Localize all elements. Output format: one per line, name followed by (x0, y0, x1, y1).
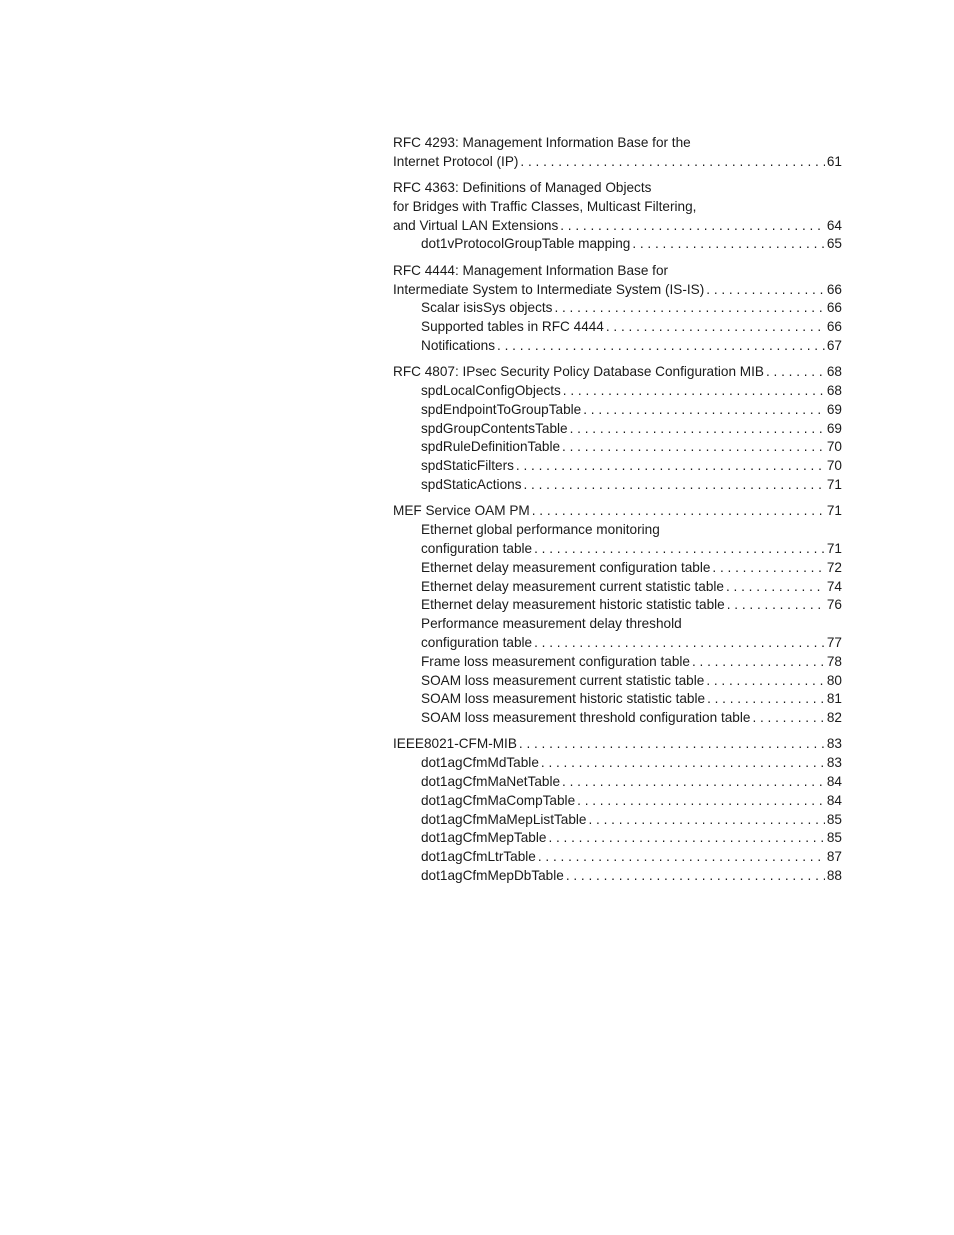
dot-leader (707, 690, 825, 709)
dot-leader (752, 709, 824, 728)
dot-leader (534, 634, 825, 653)
toc-subitem[interactable] (393, 690, 842, 709)
dot-leader (706, 281, 825, 300)
toc-subitem[interactable] (393, 653, 842, 672)
dot-leader (563, 382, 825, 401)
toc-subitem-title: dot1vProtocolGroupTable mapping (421, 236, 631, 252)
dot-leader (562, 773, 825, 792)
toc-subitem[interactable] (393, 709, 842, 728)
dot-leader (520, 153, 824, 172)
toc-subitem-title: spdRuleDefinitionTable (421, 439, 561, 455)
toc-heading-line: RFC 4293: Management Information Base for the (393, 135, 691, 150)
toc-entry-page-number: 71 (826, 503, 842, 519)
toc-subitem[interactable] (393, 299, 842, 318)
dot-leader (712, 559, 824, 578)
toc-subitem-page-number: 87 (826, 849, 842, 865)
toc-subitem-page-number: 69 (826, 420, 842, 436)
toc-heading-line: RFC 4444: Management Information Base for (393, 262, 669, 278)
toc-subitem[interactable] (393, 848, 842, 867)
dot-leader (583, 401, 825, 420)
dot-leader (606, 318, 825, 337)
dot-leader (562, 438, 825, 457)
toc-entry-title: and Virtual LAN Extensions (393, 217, 559, 233)
toc-subitem-line: Ethernet global performance monitoring (421, 522, 660, 538)
toc-entry-page-number: 64 (826, 217, 842, 233)
toc-subitem[interactable] (393, 401, 842, 420)
toc-subitem[interactable] (393, 578, 842, 597)
toc-subitem[interactable] (393, 337, 842, 356)
toc-subitem-title: Ethernet delay measurement configuration table (421, 559, 711, 575)
dot-leader (570, 420, 825, 439)
toc-subitem[interactable] (393, 438, 842, 457)
dot-leader (706, 672, 825, 691)
toc-section (393, 179, 842, 254)
toc-subitem-page-number: 82 (826, 710, 842, 726)
toc-entry-page-number: 61 (826, 153, 842, 169)
toc-subitem[interactable] (393, 318, 842, 337)
toc-subitem-title: spdEndpointToGroupTable (421, 401, 582, 417)
dot-leader (541, 754, 825, 773)
toc-subitem-title: dot1agCfmLtrTable (421, 849, 536, 865)
toc-subitem-title: spdStaticActions (421, 477, 522, 493)
toc-entry-title: Intermediate System to Intermediate System (IS-IS) (393, 281, 705, 297)
toc-subitem-title: dot1agCfmMaCompTable (421, 792, 576, 808)
toc-subitem[interactable] (393, 235, 842, 254)
toc-subitem[interactable] (393, 754, 842, 773)
toc-subitem[interactable] (393, 672, 842, 691)
toc-section (393, 134, 842, 172)
toc-subitem-page-number: 68 (826, 383, 842, 399)
toc-subitem-page-number: 66 (826, 300, 842, 316)
toc-entry-page-number: 83 (826, 736, 842, 752)
toc-subitem[interactable] (393, 476, 842, 495)
toc-subitem-title: dot1agCfmMepTable (421, 830, 547, 846)
toc-subitem-page-number: 80 (826, 672, 842, 688)
dot-leader (727, 596, 825, 615)
toc-subitem-page-number: 70 (826, 439, 842, 455)
toc-subitem[interactable] (393, 420, 842, 439)
toc-subitem-title: dot1agCfmMaMepListTable (421, 811, 587, 827)
toc-heading-line: RFC 4363: Definitions of Managed Objects (393, 180, 652, 196)
dot-leader (632, 235, 825, 254)
toc-subitem[interactable] (393, 773, 842, 792)
dot-leader (588, 811, 824, 830)
toc-subitem-page-number: 72 (826, 559, 842, 575)
toc-subitem-title: dot1agCfmMdTable (421, 755, 539, 771)
dot-leader (577, 792, 825, 811)
toc-subitem-title: Notifications (421, 337, 496, 353)
toc-subitem-page-number: 71 (826, 540, 842, 556)
dot-leader (548, 829, 824, 848)
toc-entry-page-number: 68 (826, 364, 842, 380)
toc-entry[interactable] (393, 153, 842, 172)
toc-subitem-title: configuration table (421, 634, 533, 650)
toc-subitem[interactable] (393, 867, 842, 886)
toc-subitem-title: SOAM loss measurement threshold configuration table (421, 710, 751, 726)
toc-entry[interactable] (393, 502, 842, 521)
toc-subitem-title: spdGroupContentsTable (421, 420, 568, 436)
toc-subitem-page-number: 84 (826, 774, 842, 789)
toc-subitem-page-number: 74 (826, 578, 842, 594)
toc-subitem-page-number: 67 (826, 337, 842, 353)
toc-subitem[interactable] (393, 829, 842, 848)
toc-subitem-page-number: 84 (826, 792, 842, 808)
toc-subitem-page-number: 71 (826, 477, 842, 493)
toc-subitem-title: spdLocalConfigObjects (421, 383, 561, 399)
toc-entry[interactable] (393, 363, 842, 382)
toc-subitem-title: dot1agCfmMepDbTable (421, 867, 564, 883)
toc-subitem-page-number: 76 (826, 597, 842, 613)
toc-heading-line: for Bridges with Traffic Classes, Multicast Filtering, (393, 198, 697, 214)
toc-subitem-title: SOAM loss measurement current statistic table (421, 672, 705, 688)
toc-subitem-page-number: 81 (826, 691, 842, 707)
toc-section (393, 502, 842, 728)
toc-subitem[interactable] (393, 792, 842, 811)
toc-subitem-page-number: 77 (826, 634, 842, 650)
toc-subitem[interactable] (393, 811, 842, 830)
dot-leader (532, 502, 825, 521)
toc-subitem[interactable] (393, 634, 842, 653)
toc-subitem-page-number: 88 (826, 867, 842, 883)
toc-section (393, 363, 842, 495)
toc-subitem-title: Ethernet delay measurement current statistic table (421, 578, 724, 594)
toc-subitem-title: SOAM loss measurement historic statistic table (421, 691, 706, 707)
toc-subitem-page-number: 85 (826, 830, 842, 846)
toc-entry-title: Internet Protocol (IP) (393, 153, 519, 169)
dot-leader (516, 457, 825, 476)
toc-subitem-title: Supported tables in RFC 4444 (421, 319, 604, 335)
toc-subitem[interactable] (393, 559, 842, 578)
toc-subitem-page-number: 83 (826, 755, 842, 771)
dot-leader (519, 735, 825, 754)
toc-subitem-page-number: 65 (826, 236, 842, 252)
toc-subitem[interactable] (393, 457, 842, 476)
toc-subitem-page-number: 66 (826, 319, 842, 335)
toc-subitem[interactable] (393, 382, 842, 401)
toc-section (393, 262, 842, 356)
toc-subitem-title: dot1agCfmMaNetTable (421, 774, 561, 789)
dot-leader (497, 337, 825, 356)
toc-entry-page-number: 66 (826, 281, 842, 297)
toc-section (393, 735, 842, 885)
dot-leader (726, 578, 825, 597)
dot-leader (692, 653, 825, 672)
dot-leader (766, 363, 825, 382)
toc-subitem-title: Frame loss measurement configuration table (421, 653, 690, 669)
toc-subitem-page-number: 78 (826, 653, 842, 669)
dot-leader (538, 848, 825, 867)
toc-entry[interactable] (393, 281, 842, 300)
toc-entry-title: IEEE8021-CFM-MIB (393, 736, 517, 752)
toc-subitem-line: Performance measurement delay threshold (421, 616, 682, 632)
dot-leader (524, 476, 825, 495)
dot-leader (534, 540, 825, 559)
dot-leader (554, 299, 824, 318)
toc-subitem-title: Scalar isisSys objects (421, 300, 553, 316)
dot-leader (560, 217, 825, 236)
toc-entry[interactable] (393, 735, 842, 754)
toc-subitem[interactable] (393, 596, 842, 615)
toc-subitem-title: Ethernet delay measurement historic statistic table (421, 597, 725, 613)
toc-subitem-page-number: 70 (826, 458, 842, 474)
toc-subitem-title: configuration table (421, 540, 533, 556)
toc-subitem[interactable] (393, 540, 842, 559)
toc-subitem-page-number: 85 (826, 811, 842, 827)
toc-subitem-title: spdStaticFilters (421, 458, 514, 474)
table-of-contents (393, 134, 842, 893)
toc-entry-title: MEF Service OAM PM (393, 503, 530, 519)
toc-entry[interactable] (393, 217, 842, 236)
dot-leader (566, 867, 825, 886)
toc-subitem-page-number: 69 (826, 401, 842, 417)
toc-entry-title: RFC 4807: IPsec Security Policy Database Configuration MIB (393, 364, 764, 380)
